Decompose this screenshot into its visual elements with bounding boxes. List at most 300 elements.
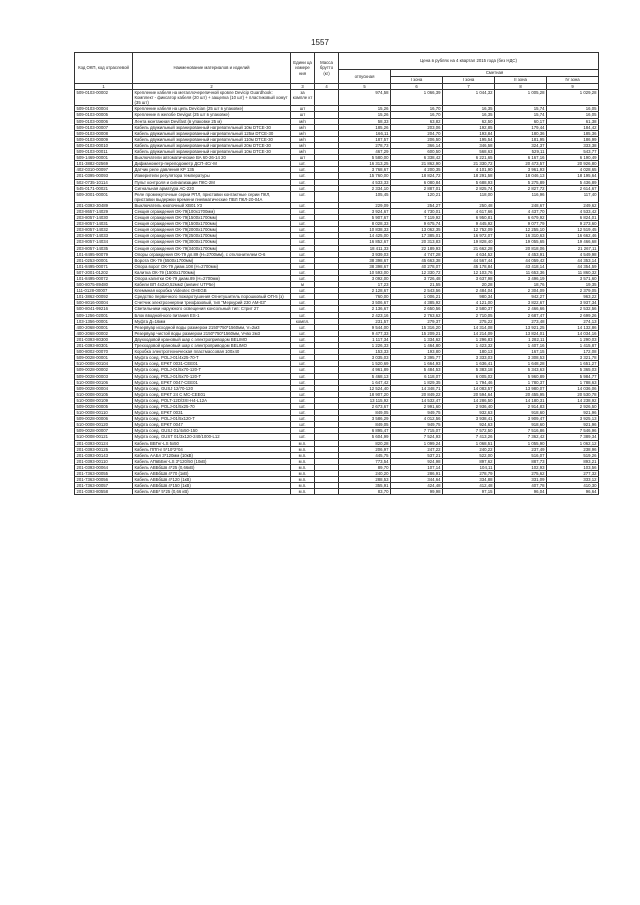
row-price-zone-4: 963,22	[547, 294, 599, 300]
row-price-zone-2: 18,76	[495, 282, 547, 288]
row-name: Кабель ААБл 3*120мм (10кВ)	[133, 452, 291, 458]
row-price-zone-1: 2 763,62	[391, 312, 443, 318]
row-unit: шт.	[291, 306, 315, 312]
row-code: 509-0028-00005	[75, 403, 133, 409]
row-price-zone-4: 1 029,28	[547, 90, 599, 106]
row-price-release: 206,97	[339, 446, 391, 452]
row-price-zone-2: 116,96	[495, 191, 547, 202]
col-number: 2	[133, 84, 291, 90]
row-name: Кабель двужильный экранированный нагревательный 125м DTCE-30	[133, 130, 291, 136]
row-name: Муфта соед. GUSJ 01/4х50-150	[133, 428, 291, 434]
row-name: Выключатель кнопочный ХВ01 У3	[133, 202, 291, 208]
row-price-zone-i: 3 637,98	[443, 276, 495, 282]
row-code: 509-3001-00001	[75, 191, 133, 202]
row-price-release: 2 673,67	[339, 403, 391, 409]
row-code: 201-0393-80301	[75, 343, 133, 349]
row-price-zone-2: 15,74	[495, 106, 547, 112]
row-price-release: 185,26	[339, 124, 391, 130]
row-price-release: 5 604,99	[339, 434, 391, 440]
row-code: 201-0393-00124	[75, 440, 133, 446]
row-code: 201-0393-30489	[75, 202, 133, 208]
row-name: Кабель АВБбШв 4*120 (1кВ)	[133, 477, 291, 483]
row-price-zone-2: 1 055,90	[495, 440, 547, 446]
row-price-zone-i: 932,63	[443, 410, 495, 416]
row-name: Счетчик электроэнергии трехфазовый, тип "Меркурий 230 АМ-03"	[133, 300, 291, 306]
row-price-zone-2: 273,48	[495, 318, 547, 324]
row-price-zone-4: 44 354,59	[547, 263, 599, 269]
row-price-zone-1: 924,98	[391, 458, 443, 464]
row-unit: шт.	[291, 294, 315, 300]
row-price-zone-i: 278,79	[443, 471, 495, 477]
row-price-zone-1: 14 532,47	[391, 397, 443, 403]
row-name: Муфта соед. POLJ-01/5х120-Т	[133, 416, 291, 422]
row-price-zone-i: 195,54	[443, 136, 495, 142]
row-price-zone-i: 3 333,03	[443, 355, 495, 361]
row-price-zone-4: 2 379,05	[547, 288, 599, 294]
row-price-zone-1: 1 334,62	[391, 336, 443, 342]
row-code: 201-0253-00001	[75, 257, 133, 263]
row-price-zone-4: 20 926,80	[547, 161, 599, 167]
row-price-release: 13 115,92	[339, 397, 391, 403]
row-price-release: 974,58	[339, 90, 391, 106]
row-price-zone-2: 331,09	[495, 477, 547, 483]
row-name: Муфта соед. EPKT 24 C MC-CEE01	[133, 391, 291, 397]
row-code: 509-0103-00007	[75, 124, 133, 130]
row-price-zone-i: 12 103,76	[443, 269, 495, 275]
row-code: 201-7363-00055	[75, 471, 133, 477]
row-price-zone-1: 21 862,90	[391, 161, 443, 167]
row-price-zone-1: 344,64	[391, 477, 443, 483]
row-price-zone-i: 193,84	[443, 130, 495, 136]
row-price-release: 1 117,34	[339, 336, 391, 342]
row-price-zone-i: 4 617,66	[443, 208, 495, 214]
row-price-release: 4 533,33	[339, 179, 391, 185]
row-price-zone-1: 40 278,07	[391, 263, 443, 269]
row-price-release: 166,11	[339, 130, 391, 136]
row-price-zone-1: 107,14	[391, 464, 443, 470]
row-price-zone-4: 249,62	[547, 202, 599, 208]
row-unit: шт.	[291, 288, 315, 294]
row-name: Крепление кабеля на цепь Devician (25 шт в упаковке)	[133, 106, 291, 112]
row-price-zone-1: 15 316,20	[391, 324, 443, 330]
row-code: 101-8495-00071	[75, 263, 133, 269]
row-price-zone-i: 180,13	[443, 349, 495, 355]
row-unit: шт	[291, 106, 315, 112]
row-unit: за компле кт	[291, 90, 315, 106]
row-price-zone-2: 918,60	[495, 422, 547, 428]
row-price-zone-1: 1 664,93	[391, 361, 443, 367]
row-unit: м.п.	[291, 489, 315, 495]
row-price-release: 16 313,25	[339, 161, 391, 167]
row-price-zone-i: 1 423,32	[443, 343, 495, 349]
row-name: Муфта соед. GUST 01/3х120-240/1000-L12	[133, 434, 291, 440]
row-price-zone-i: 568,63	[443, 149, 495, 155]
row-price-zone-4: 543,77	[547, 149, 599, 155]
row-unit: м/п	[291, 130, 315, 136]
row-price-zone-i: 4 101,90	[443, 167, 495, 173]
row-price-zone-1: 4 012,56	[391, 416, 443, 422]
row-unit: шт.	[291, 385, 315, 391]
col-number: 9	[547, 84, 599, 90]
row-price-zone-2: 15,74	[495, 112, 547, 118]
row-price-zone-4: 3 925,13	[547, 416, 599, 422]
row-price-zone-2: 4 453,91	[495, 251, 547, 257]
row-price-zone-1: 16,70	[391, 112, 443, 118]
row-price-release: 18 907,20	[339, 391, 391, 397]
row-price-zone-1: 9 675,74	[391, 221, 443, 227]
row-price-zone-4: 61,38	[547, 118, 599, 124]
row-price-zone-1: 21,55	[391, 282, 443, 288]
row-price-zone-i: 980,34	[443, 294, 495, 300]
row-code: 500-8002-00070	[75, 349, 133, 355]
row-price-release: 2 423,16	[339, 312, 391, 318]
row-unit: шт.	[291, 324, 315, 330]
row-price-zone-4: 3 321,78	[547, 355, 599, 361]
row-price-zone-i: 12 752,09	[443, 227, 495, 233]
row-price-release: 5 907,67	[339, 215, 391, 221]
row-name: Резервуар исходной воды размером 2150*750*1560мм, V=2м3	[133, 324, 291, 330]
row-name: Кабель АВБбШв 4*150 (1кВ)	[133, 483, 291, 489]
row-price-zone-1: 99,98	[391, 489, 443, 495]
row-price-release: 4 961,89	[339, 367, 391, 373]
row-unit: шт.	[291, 379, 315, 385]
row-price-zone-4: 5 436,89	[547, 179, 599, 185]
row-name: Опоры ограждения ОК-79 дл.89 (H=2700мм), с отклонителем О-6	[133, 251, 291, 257]
row-unit: шт.	[291, 208, 315, 214]
row-price-zone-2: 1 780,37	[495, 379, 547, 385]
row-price-release: 288,53	[339, 477, 391, 483]
row-name: Муфта соед. EPKT 0047	[133, 422, 291, 428]
row-price-zone-4: 2 532,56	[547, 306, 599, 312]
row-price-zone-i: 7 572,50	[443, 428, 495, 434]
row-code: 400-2068-00001	[75, 324, 133, 330]
row-code: 203-8057-14030	[75, 215, 133, 221]
row-price-zone-2: 179,44	[495, 124, 547, 130]
row-unit: м/п	[291, 136, 315, 142]
row-unit: шт.	[291, 300, 315, 306]
row-price-zone-i: 16,35	[443, 106, 495, 112]
row-price-zone-2: 3 308,53	[495, 355, 547, 361]
row-code: 510-0008-00121	[75, 434, 133, 440]
header-zone-4: IV зона	[547, 77, 599, 84]
row-name: Клеммная коробка Videotec OHEGB	[133, 288, 291, 294]
row-price-zone-2: 102,93	[495, 464, 547, 470]
row-price-zone-2: 44 059,42	[495, 257, 547, 263]
row-price-zone-1: 6 080,84	[391, 179, 443, 185]
row-price-zone-1: 2 650,56	[391, 306, 443, 312]
col-number: 1	[75, 84, 133, 90]
row-price-zone-1: 13 062,35	[391, 227, 443, 233]
row-code: 203-8057-14031	[75, 221, 133, 227]
row-code: 510-0008-00105	[75, 391, 133, 397]
row-unit: шт	[291, 112, 315, 118]
row-unit: м	[291, 282, 315, 288]
row-price-zone-1: 63,82	[391, 118, 443, 124]
row-price-zone-2: 324,37	[495, 142, 547, 148]
row-name: Ворота ОК-79 (5500х1700мм)	[133, 257, 291, 263]
row-mass	[315, 90, 339, 106]
row-price-zone-i: 412,48	[443, 483, 495, 489]
row-unit: м.п.	[291, 458, 315, 464]
row-price-zone-1: 7 524,93	[391, 434, 443, 440]
row-price-zone-i: 334,88	[443, 477, 495, 483]
row-unit: шт.	[291, 416, 315, 422]
row-price-zone-2: 1 005,28	[495, 90, 547, 106]
row-price-release: 3 092,00	[339, 276, 391, 282]
row-unit: м/п	[291, 142, 315, 148]
row-price-release: 83,70	[339, 489, 391, 495]
row-price-zone-2: 18 046,13	[495, 173, 547, 179]
row-name: Кабель АВБ* 5*25 (0,66 кВ)	[133, 489, 291, 495]
row-unit: шт.	[291, 373, 315, 379]
row-unit: шт.	[291, 355, 315, 361]
row-unit: шт.	[291, 403, 315, 409]
row-unit: м/п	[291, 149, 315, 155]
row-price-zone-4: 238,96	[547, 446, 599, 452]
row-unit: шт.	[291, 330, 315, 336]
row-code: 509-0103-00008	[75, 130, 133, 136]
row-price-zone-i: 20 594,64	[443, 391, 495, 397]
row-price-release: 5 580,00	[339, 155, 391, 161]
row-unit: шт.	[291, 173, 315, 179]
row-price-zone-4: 7 546,96	[547, 428, 599, 434]
row-price-zone-1: 1 066,39	[391, 90, 443, 106]
row-name: Секция ограждения ОК-79(3000х1700мм)	[133, 239, 291, 245]
row-name: Кабель двужильный экранированный нагревательный 10м DTCE-30	[133, 149, 291, 155]
row-name: Лента монтажная Devifast (в упаковке 25 м)	[133, 118, 291, 124]
row-unit: м.п.	[291, 446, 315, 452]
row-price-release: 355,91	[339, 483, 391, 489]
row-code: 510-0008-00110	[75, 410, 133, 416]
row-price-zone-4: 2 926,50	[547, 403, 599, 409]
row-price-zone-4: 333,38	[547, 142, 599, 148]
row-code: 500-8041-99216	[75, 306, 133, 312]
row-price-release: 89,70	[339, 464, 391, 470]
row-unit: шт.	[291, 276, 315, 282]
row-unit: шт.	[291, 245, 315, 251]
row-name: Кабель АПвББнг-LS 3*120/50 (10кВ)	[133, 458, 291, 464]
row-price-zone-2: 942,27	[495, 294, 547, 300]
row-price-release: 1 226,33	[339, 343, 391, 349]
row-price-zone-2: 12 255,10	[495, 227, 547, 233]
row-price-zone-1: 1 464,80	[391, 343, 443, 349]
row-unit: шт	[291, 155, 315, 161]
row-price-zone-1: 22 189,93	[391, 245, 443, 251]
row-price-zone-2: 2 914,83	[495, 403, 547, 409]
row-price-zone-1: 17 385,01	[391, 233, 443, 239]
row-price-zone-i: 14 214,09	[443, 330, 495, 336]
row-price-release: 58,33	[339, 118, 391, 124]
row-code: 111-0128-00007	[75, 288, 133, 294]
row-price-zone-i: 2 825,74	[443, 185, 495, 191]
row-name: Трехходовой крановый шар с электроприводом BELIMO	[133, 343, 291, 349]
row-code: 201-0393-00143	[75, 452, 133, 458]
row-price-zone-2: 20 818,06	[495, 245, 547, 251]
row-price-zone-i: 2 580,37	[443, 306, 495, 312]
row-name: Секция ограждения ОК-79(2500х1700мм)	[133, 233, 291, 239]
row-price-zone-1: 20 849,22	[391, 391, 443, 397]
row-price-zone-i: 16 972,07	[443, 233, 495, 239]
col-number: 5	[339, 84, 391, 90]
header-code: Код ОКП, код отраслевой	[75, 53, 133, 84]
row-price-zone-1: 600,50	[391, 149, 443, 155]
row-unit: шт.	[291, 257, 315, 263]
row-price-release: 187,57	[339, 136, 391, 142]
row-price-zone-1: 4 385,92	[391, 300, 443, 306]
row-price-zone-2: 407,78	[495, 483, 547, 489]
row-unit: шт.	[291, 227, 315, 233]
row-price-zone-1: 18 824,72	[391, 173, 443, 179]
row-price-zone-i: 21 662,28	[443, 245, 495, 251]
row-price-zone-i: 104,11	[443, 464, 495, 470]
row-price-zone-4: 4 549,98	[547, 251, 599, 257]
row-price-release: 9 477,33	[339, 330, 391, 336]
row-price-release: 3 939,03	[339, 251, 391, 257]
row-code: 509-0028-00002	[75, 367, 133, 373]
row-price-zone-i: 20,28	[443, 282, 495, 288]
row-unit: шт.	[291, 191, 315, 202]
row-price-zone-i: 1 068,51	[443, 440, 495, 446]
row-name: Муфта соед. GUSJ 12/70-120	[133, 385, 291, 391]
row-price-zone-4: 4 533,42	[547, 208, 599, 214]
row-price-zone-4: 921,96	[547, 422, 599, 428]
row-code: 400-2068-00002	[75, 330, 133, 336]
row-price-release: 15 760,00	[339, 173, 391, 179]
table-row	[75, 489, 599, 495]
row-price-zone-2: 13 980,07	[495, 385, 547, 391]
row-price-zone-1: 424,48	[391, 483, 443, 489]
row-price-zone-4: 16 662,46	[547, 233, 599, 239]
row-price-zone-4: 14 132,86	[547, 324, 599, 330]
row-unit: шт.	[291, 263, 315, 269]
row-price-zone-1: 16,70	[391, 106, 443, 112]
row-price-zone-1: 1 099,24	[391, 440, 443, 446]
row-unit: шт.	[291, 410, 315, 416]
row-price-release: 2 128,67	[339, 288, 391, 294]
row-price-zone-2: 20 455,95	[495, 391, 547, 397]
row-code: 201-0393-00064	[75, 464, 133, 470]
row-price-zone-1: 206,50	[391, 136, 443, 142]
row-price-zone-i: 2 710,05	[443, 312, 495, 318]
row-price-zone-4: 21 267,11	[547, 245, 599, 251]
row-name: Пульт контроля и сигнализации ПКС-2М	[133, 179, 291, 185]
row-code: 201-7363-00057	[75, 483, 133, 489]
row-price-release: 16 852,67	[339, 239, 391, 245]
row-price-release: 10 838,33	[339, 227, 391, 233]
row-price-release: 467,29	[339, 149, 391, 155]
row-price-zone-1: 193,80	[391, 349, 443, 355]
row-unit: шт.	[291, 361, 315, 367]
row-unit: компл.	[291, 318, 315, 324]
row-price-zone-i: 924,63	[443, 422, 495, 428]
row-price-release: 105,45	[339, 191, 391, 202]
row-price-zone-1: 949,75	[391, 422, 443, 428]
price-table	[74, 52, 599, 495]
row-unit: м.п.	[291, 464, 315, 470]
col-number: 3	[291, 84, 315, 90]
row-price-zone-4: 9 273,60	[547, 221, 599, 227]
row-unit: шт.	[291, 161, 315, 167]
row-code: 203-8057-14033	[75, 233, 133, 239]
row-name: Кабель АВБбШв 4*25 (0,66кВ)	[133, 464, 291, 470]
row-price-zone-4: 5 365,03	[547, 367, 599, 373]
row-code: 509-0103-00002	[75, 90, 133, 106]
row-price-zone-2: 4 437,70	[495, 208, 547, 214]
row-name: Муфта соед. EPKT 0031	[133, 410, 291, 416]
row-price-zone-i: 44 567,44	[443, 257, 495, 263]
row-name: Кабель ВВГнг-LS 5х50	[133, 440, 291, 446]
row-price-zone-1: 6 338,42	[391, 155, 443, 161]
row-price-zone-4: 410,30	[547, 483, 599, 489]
row-price-zone-2: 5 275,89	[495, 179, 547, 185]
row-code: 201-0393-00125	[75, 446, 133, 452]
row-price-zone-4: 1 651,27	[547, 361, 599, 367]
row-price-zone-i: 2 484,04	[443, 288, 495, 294]
row-name: Датчик реле давления КР 135	[133, 167, 291, 173]
row-price-zone-4: 1 788,63	[547, 379, 599, 385]
row-price-release: 445,75	[339, 452, 391, 458]
row-code: 507-2001-01202	[75, 269, 133, 275]
row-code: 509-0103-00006	[75, 118, 133, 124]
row-price-zone-1: 2 887,01	[391, 185, 443, 191]
row-price-zone-i: 522,00	[443, 452, 495, 458]
row-price-zone-i: 6 221,65	[443, 155, 495, 161]
row-unit: шт.	[291, 185, 315, 191]
row-price-zone-4: 14 036,06	[547, 385, 599, 391]
row-price-zone-4: 4 028,65	[547, 167, 599, 173]
row-price-release: 1 520,69	[339, 361, 391, 367]
row-price-zone-4: 103,56	[547, 464, 599, 470]
row-price-zone-2: 167,15	[495, 349, 547, 355]
row-price-zone-2: 3 961,93	[495, 167, 547, 173]
row-price-zone-1: 20 313,83	[391, 239, 443, 245]
row-name: Секция ограждения ОК-79(3400х1700мм)	[133, 245, 291, 251]
row-unit: шт.	[291, 367, 315, 373]
row-price-zone-1: 1 006,21	[391, 294, 443, 300]
row-price-zone-1: 5 484,53	[391, 367, 443, 373]
row-name: Муфта соед. POLJ-01/5х25-70	[133, 403, 291, 409]
row-price-zone-2: 6 167,16	[495, 155, 547, 161]
row-code: 101-8495-00072	[75, 276, 133, 282]
row-unit: шт.	[291, 251, 315, 257]
row-code: 500-8016-00004	[75, 300, 133, 306]
row-price-zone-4: 277,32	[547, 471, 599, 477]
row-name: Кабель двужильный экранированный нагревательный 20м DTCE-30	[133, 142, 291, 148]
row-price-release: 18 411,33	[339, 245, 391, 251]
row-name: Муфта соед. EPKT 0047-CEE01	[133, 379, 291, 385]
row-price-zone-i: 21 330,72	[443, 161, 495, 167]
row-code: 509-0028-00003	[75, 373, 133, 379]
row-price-zone-2: 16 310,63	[495, 233, 547, 239]
table-row	[75, 90, 599, 106]
row-price-zone-i: 2 936,40	[443, 403, 495, 409]
row-unit: шт.	[291, 215, 315, 221]
row-price-zone-i: 19 828,40	[443, 239, 495, 245]
row-price-release: 820,28	[339, 440, 391, 446]
row-price-zone-i: 16,35	[443, 112, 495, 118]
row-unit: шт.	[291, 391, 315, 397]
row-price-zone-1: 949,75	[391, 410, 443, 416]
row-price-zone-2: 7 362,42	[495, 434, 547, 440]
row-price-release: 849,05	[339, 410, 391, 416]
row-price-zone-i: 1 044,32	[443, 90, 495, 106]
row-name: Кабели ВП 4х2х0,52мм2 (анвинг UTP5e)	[133, 282, 291, 288]
row-price-zone-2: 275,62	[495, 471, 547, 477]
header-zone-i: I зона	[443, 77, 495, 84]
row-price-zone-4: 186,99	[547, 136, 599, 142]
col-number: 8	[495, 84, 547, 90]
row-price-zone-1: 537,21	[391, 452, 443, 458]
